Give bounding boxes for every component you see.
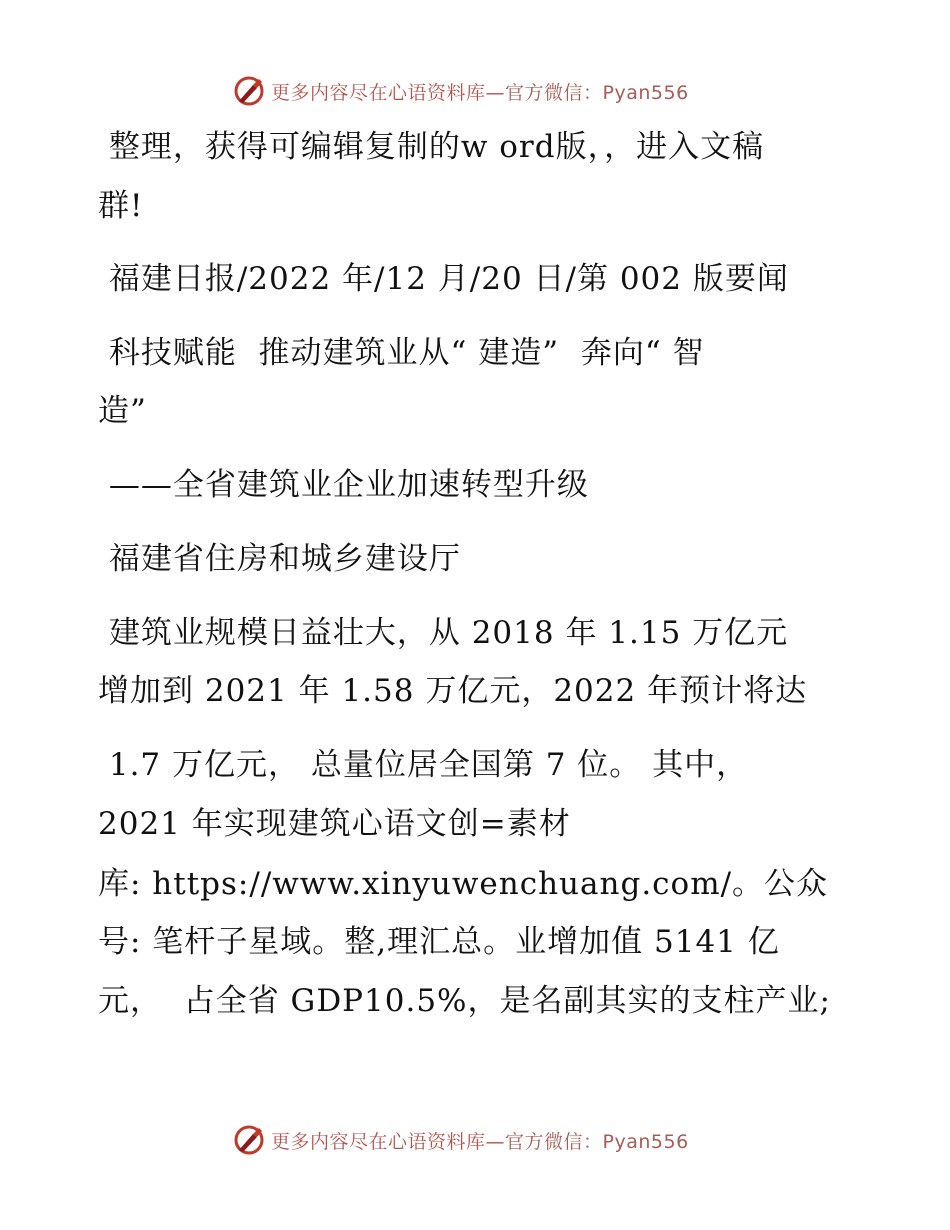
body-line: 1.7 万亿元， 总量位居全国第 7 位。 其中， (98, 747, 749, 783)
header-watermark (0, 71, 950, 111)
publication-info: 福建日报/2022 年/12 月/20 日/第 002 版要闻 (98, 261, 789, 297)
article-subtitle: ——全省建筑业企业加速转型升级 (98, 467, 589, 503)
pen-logo-icon (233, 1124, 265, 1156)
body-line: 整理，获得可编辑复制的w ord版，，进入文稿 (98, 129, 765, 165)
body-line: 群! (98, 188, 144, 224)
body-line: 2021 年实现建筑心语文创=素材 (98, 806, 571, 842)
body-line: 号: 笔杆子星域。整,理汇总。业增加值 5141 亿 (98, 924, 780, 960)
body-line: 元， 占全省 GDP10.5%，是名副其实的支柱产业; (98, 983, 831, 1019)
body-line: 增加到 2021 年 1.58 万亿元，2022 年预计将达 (98, 673, 808, 709)
article-title: 科技赋能 推动建筑业从“ 建造” 奔向“ 智 (98, 335, 705, 371)
footer-watermark (0, 1120, 950, 1160)
body-line: 建筑业规模日益壮大，从 2018 年 1.15 万亿元 (98, 615, 789, 651)
watermark-text: 更多内容尽在心语资料库—官方微信：Pyan556 (271, 81, 689, 104)
article-title-cont: 造” (98, 393, 147, 429)
author: 福建省住房和城乡建设厅 (98, 541, 461, 577)
body-line: 库: https://www.xinyuwenchuang.com/。公众 (98, 866, 829, 902)
pen-logo-icon (233, 75, 265, 107)
watermark-text: 更多内容尽在心语资料库—官方微信：Pyan556 (271, 1130, 689, 1153)
